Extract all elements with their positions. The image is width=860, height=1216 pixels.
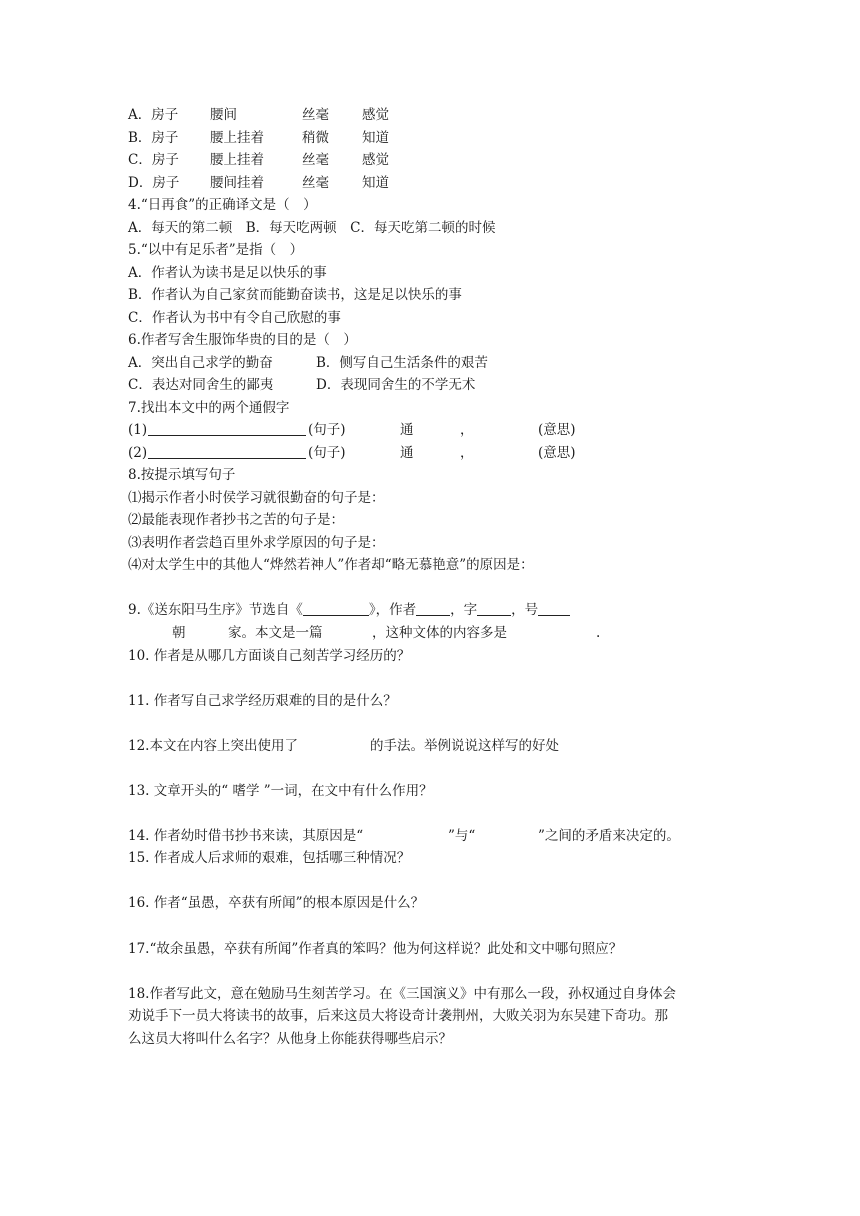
q3-option-d-col2: 腰间挂着 xyxy=(210,175,264,191)
q9-period: . xyxy=(596,625,601,641)
q10: 10. 作者是从哪几方面谈自己刻苦学习经历的？ xyxy=(128,648,411,664)
q3-option-d-col4: 知道 xyxy=(362,175,389,191)
q7-tong-label: 通 xyxy=(400,445,414,461)
q14-text-1: 14. 作者幼时借书抄书来读，其原因是“ xyxy=(128,828,364,844)
q11: 11. 作者写自己求学经历艰难的目的是什么？ xyxy=(128,693,397,709)
q3-option-d-col3: 丝毫 xyxy=(302,175,329,191)
q4-options: A．每天的第二顿 B．每天吃两顿 C．每天吃第二顿的时候 xyxy=(128,220,496,236)
q3-option-c-col3: 丝毫 xyxy=(302,152,329,168)
q6-option-b: B．侧写自己生活条件的艰苦 xyxy=(316,355,488,371)
q5-option-a: A．作者认为读书是足以快乐的事 xyxy=(128,265,327,281)
q7-sentence-blank[interactable] xyxy=(148,421,306,439)
q5-option-c: C．作者认为书中有令自己欣慰的事 xyxy=(128,310,341,326)
q9-text-4: ，号 xyxy=(511,602,539,618)
q8-item-1: ⑴揭示作者小时侯学习就很勤奋的句子是： xyxy=(128,490,385,506)
q3-option-a-col3: 丝毫 xyxy=(302,107,329,123)
q6-option-d: D．表现同舍生的不学无术 xyxy=(316,377,476,393)
q3-option-c-col4: 感觉 xyxy=(362,152,389,168)
q18-line-2: 劝说手下一员大将读书的故事，后来这员大将设奇计袭荆州，大败关羽为东吴建下奇功。那 xyxy=(128,1008,668,1024)
q9-content-text: ，这种文体的内容多是 xyxy=(372,625,507,641)
q16: 16. 作者“虽愚，卒获有所闻”的根本原因是什么？ xyxy=(128,895,425,911)
q6-stem: 6.作者写舍生服饰华贵的目的是（ ） xyxy=(128,332,357,348)
q7-stem: 7.找出本文中的两个通假字 xyxy=(128,400,290,416)
q3-option-b-col3: 稍微 xyxy=(302,130,329,146)
q7-comma: ， xyxy=(460,422,474,438)
q17: 17.“故余虽愚，卒获有所闻”作者真的笨吗？他为何这样说？此处和文中哪句照应？ xyxy=(128,941,623,957)
q6-option-c: C．表达对同舍生的鄙夷 xyxy=(128,377,274,393)
q8-item-2: ⑵最能表现作者抄书之苦的句子是： xyxy=(128,512,344,528)
q7-meaning-label: (意思) xyxy=(538,422,576,438)
q5-stem: 5.“以中有足乐者”是指（ ） xyxy=(128,242,304,258)
q9-dynasty-label: 朝 xyxy=(172,625,186,641)
q9-art-name-blank[interactable] xyxy=(538,601,570,616)
q9-courtesy-name-blank[interactable] xyxy=(477,601,511,616)
q7-comma: ， xyxy=(460,445,474,461)
q9-genre-text: 家。本文是一篇 xyxy=(228,625,323,641)
q12-text-2: 的手法。举例说说这样写的好处 xyxy=(370,738,559,754)
q7-tong-label: 通 xyxy=(400,422,414,438)
q7-sentence-label: (句子) xyxy=(308,422,346,438)
q14-text-2: ”与“ xyxy=(448,828,476,844)
q18-line-1: 18.作者写此文，意在勉励马生刻苦学习。在《三国演义》中有那么一段，孙权通过自身体会 xyxy=(128,986,676,1002)
q8-item-3: ⑶表明作者尝趋百里外求学原因的句子是： xyxy=(128,535,385,551)
q6-option-a: A．突出自己求学的勤奋 xyxy=(128,355,273,371)
q7-row-num: (2) xyxy=(128,445,148,461)
q9-text-1: 9.《送东阳马生序》节选自《 xyxy=(128,602,303,618)
q15: 15. 作者成人后求师的艰难，包括哪三种情况？ xyxy=(128,850,411,866)
q3-option-b-col1: B．房子 xyxy=(128,130,179,146)
q3-option-a-col2: 腰间 xyxy=(210,107,237,123)
q14-text-3: ”之间的矛盾来决定的。 xyxy=(538,828,680,844)
q9-text-3: ，字 xyxy=(450,602,478,618)
q3-option-c-col2: 腰上挂着 xyxy=(210,152,264,168)
q9-book-blank[interactable] xyxy=(303,601,369,616)
q3-option-b-col4: 知道 xyxy=(362,130,389,146)
q3-option-a-col1: A．房子 xyxy=(128,107,179,123)
q3-option-c-col1: C．房子 xyxy=(128,152,179,168)
q13: 13. 文章开头的“ 嗜学 ”一词，在文中有什么作用？ xyxy=(128,783,433,799)
q5-option-b: B．作者认为自己家贫而能勤奋读书，这是足以快乐的事 xyxy=(128,287,462,303)
q12-text-1: 12.本文在内容上突出使用了 xyxy=(128,738,298,754)
q8-item-4: ⑷对太学生中的其他人“烨然若神人”作者却“略无慕艳意”的原因是： xyxy=(128,557,534,573)
q9-author-blank[interactable] xyxy=(416,601,450,616)
q7-sentence-label: (句子) xyxy=(308,445,346,461)
q18-line-3: 么这员大将叫什么名字？从他身上你能获得哪些启示？ xyxy=(128,1031,452,1047)
q3-option-d-col1: D．房子 xyxy=(128,175,180,191)
q8-stem: 8.按提示填写句子 xyxy=(128,467,236,483)
q7-row-num: (1) xyxy=(128,422,148,438)
q7-meaning-label: (意思) xyxy=(538,445,576,461)
q9-text-2: 》，作者 xyxy=(368,602,417,618)
q7-sentence-blank[interactable] xyxy=(148,444,306,462)
q3-option-b-col2: 腰上挂着 xyxy=(210,130,264,146)
q9-line-1 xyxy=(128,601,570,619)
q4-stem: 4.“日再食”的正确译文是（ ） xyxy=(128,197,317,213)
q3-option-a-col4: 感觉 xyxy=(362,107,389,123)
